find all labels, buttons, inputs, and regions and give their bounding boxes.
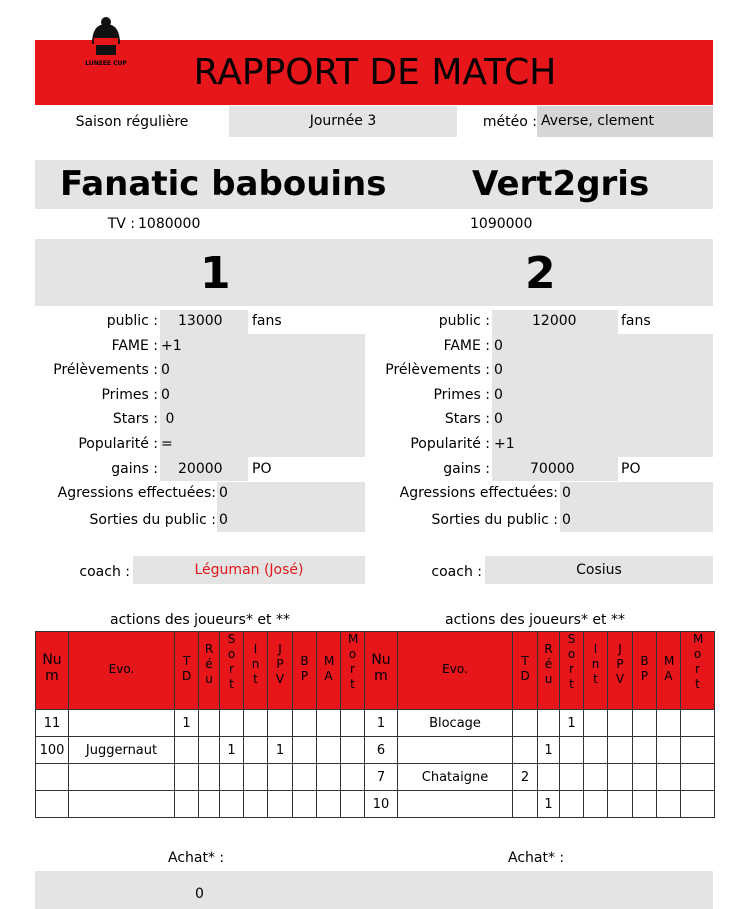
- season-label: Saison régulière: [75, 114, 189, 130]
- col-bp-home: BP: [293, 632, 317, 710]
- away-achat-label: Achat* :: [508, 850, 565, 866]
- away-actions-title: actions des joueurs* et **: [445, 612, 625, 628]
- col-bp-away: BP: [633, 632, 657, 710]
- home-cell-td[interactable]: [175, 764, 199, 791]
- home-cell-int[interactable]: [244, 764, 268, 791]
- away-agressions-label: Agressions effectuées:: [399, 485, 558, 501]
- col-jpv-away: JPV: [608, 632, 633, 710]
- home-cell-jpv[interactable]: [268, 791, 293, 818]
- home-coach-field[interactable]: Léguman (José): [133, 556, 365, 584]
- away-cell-td[interactable]: 2: [513, 764, 538, 791]
- away-stars-value: 0: [494, 411, 503, 427]
- col-int-away: Int: [584, 632, 608, 710]
- logo: [78, 14, 134, 70]
- home-stars-value: 0: [161, 411, 175, 427]
- col-num-home: Nu m: [36, 632, 69, 710]
- away-cell-ma[interactable]: [657, 764, 681, 791]
- table-header: [36, 632, 715, 710]
- col-td-home: TD: [175, 632, 199, 710]
- home-cell-num[interactable]: [36, 764, 69, 791]
- away-primes-label: Primes :: [433, 387, 490, 403]
- home-gains-value: 20000: [178, 461, 223, 477]
- away-cell-mort[interactable]: [681, 710, 715, 737]
- away-popularite-label: Popularité :: [410, 436, 490, 452]
- away-cell-sort[interactable]: [560, 737, 584, 764]
- home-fame-value: +1: [161, 338, 182, 354]
- journee-field[interactable]: Journée 3: [229, 106, 457, 137]
- home-cell-evo[interactable]: [69, 710, 175, 737]
- home-prelevements-label: Prélèvements :: [53, 362, 158, 378]
- home-cell-bp[interactable]: [293, 710, 317, 737]
- away-cell-ma[interactable]: [657, 737, 681, 764]
- home-cell-ma[interactable]: [317, 710, 341, 737]
- table-row: [36, 764, 715, 791]
- home-primes-label: Primes :: [101, 387, 158, 403]
- away-coach-label: coach :: [431, 564, 482, 580]
- table-row: [36, 791, 715, 818]
- away-cell-reu[interactable]: [538, 764, 560, 791]
- col-jpv-home: JPV: [268, 632, 293, 710]
- away-cell-int[interactable]: [584, 791, 608, 818]
- away-public-value: 12000: [532, 313, 577, 329]
- home-cell-jpv[interactable]: [268, 764, 293, 791]
- away-po-label: PO: [621, 461, 641, 477]
- away-sorties-label: Sorties du public :: [431, 512, 558, 528]
- away-cell-num[interactable]: 10: [365, 791, 398, 818]
- home-cell-evo[interactable]: Juggernaut: [69, 737, 175, 764]
- home-cell-jpv[interactable]: [268, 710, 293, 737]
- home-cell-reu[interactable]: [199, 764, 220, 791]
- col-evo-away: Evo.: [398, 632, 513, 710]
- skull-helmet-icon: [78, 14, 134, 60]
- away-cell-jpv[interactable]: [608, 764, 633, 791]
- home-primes-value: 0: [161, 387, 170, 403]
- home-achat-value: 0: [195, 886, 204, 902]
- home-cell-reu[interactable]: [199, 710, 220, 737]
- home-cell-td[interactable]: 1: [175, 710, 199, 737]
- meteo-label: météo :: [482, 114, 537, 130]
- home-cell-td[interactable]: [175, 737, 199, 764]
- away-cell-ma[interactable]: [657, 710, 681, 737]
- away-cell-jpv[interactable]: [608, 710, 633, 737]
- table-row: [36, 737, 715, 764]
- home-achat-label: Achat* :: [168, 850, 225, 866]
- home-cell-mort[interactable]: [341, 710, 365, 737]
- away-cell-evo[interactable]: Chataigne: [398, 764, 513, 791]
- home-cell-sort[interactable]: [220, 764, 244, 791]
- away-cell-ma[interactable]: [657, 791, 681, 818]
- away-cell-reu[interactable]: 1: [538, 791, 560, 818]
- away-cell-sort[interactable]: [560, 764, 584, 791]
- away-fame-value: 0: [494, 338, 503, 354]
- actions-table: [35, 631, 715, 818]
- away-cell-evo[interactable]: Blocage: [398, 710, 513, 737]
- home-tv-underline: [135, 238, 365, 239]
- away-cell-bp[interactable]: [633, 764, 657, 791]
- home-stats-bg2: [217, 482, 365, 532]
- home-cell-evo[interactable]: [69, 764, 175, 791]
- away-tv-value: 1090000: [470, 216, 533, 232]
- home-public-value: 13000: [178, 313, 223, 329]
- home-cell-sort[interactable]: 1: [220, 737, 244, 764]
- away-cell-td[interactable]: [513, 737, 538, 764]
- col-mort-home: Mort: [341, 632, 365, 710]
- home-fans-label: fans: [252, 313, 282, 329]
- home-fame-label: FAME :: [111, 338, 158, 354]
- home-coach-label: coach :: [79, 564, 130, 580]
- away-stars-label: Stars :: [444, 411, 490, 427]
- away-primes-value: 0: [494, 387, 503, 403]
- home-popularite-label: Popularité :: [78, 436, 158, 452]
- col-reu-home: Réu: [199, 632, 220, 710]
- away-cell-sort[interactable]: 1: [560, 710, 584, 737]
- away-cell-evo[interactable]: [398, 791, 513, 818]
- home-cell-td[interactable]: [175, 791, 199, 818]
- col-sort-away: Sort: [560, 632, 584, 710]
- away-cell-jpv[interactable]: [608, 791, 633, 818]
- home-cell-mort[interactable]: [341, 737, 365, 764]
- col-ma-home: MA: [317, 632, 341, 710]
- away-agressions-value: 0: [562, 485, 571, 501]
- away-cell-reu[interactable]: 1: [538, 737, 560, 764]
- col-int-home: Int: [244, 632, 268, 710]
- away-prelevements-label: Prélèvements :: [385, 362, 490, 378]
- home-cell-jpv[interactable]: 1: [268, 737, 293, 764]
- home-cell-ma[interactable]: [317, 737, 341, 764]
- away-prelevements-value: 0: [494, 362, 503, 378]
- home-cell-bp[interactable]: [293, 764, 317, 791]
- away-cell-bp[interactable]: [633, 710, 657, 737]
- away-cell-mort[interactable]: [681, 791, 715, 818]
- home-cell-reu[interactable]: [199, 737, 220, 764]
- away-cell-evo[interactable]: [398, 737, 513, 764]
- home-cell-mort[interactable]: [341, 764, 365, 791]
- home-prelevements-value: 0: [161, 362, 170, 378]
- col-evo-home: Evo.: [69, 632, 175, 710]
- home-tv-label: TV :: [107, 216, 135, 232]
- col-td-away: TD: [513, 632, 538, 710]
- meteo-field[interactable]: Averse, clement: [537, 106, 713, 137]
- home-cell-bp[interactable]: [293, 737, 317, 764]
- away-cell-num[interactable]: 6: [365, 737, 398, 764]
- away-public-label: public :: [438, 313, 490, 329]
- away-fans-label: fans: [621, 313, 651, 329]
- away-cell-td[interactable]: [513, 791, 538, 818]
- home-cell-num[interactable]: 100: [36, 737, 69, 764]
- away-cell-mort[interactable]: [681, 764, 715, 791]
- home-cell-int[interactable]: [244, 737, 268, 764]
- home-cell-mort[interactable]: [341, 791, 365, 818]
- home-popularite-value: =: [161, 436, 173, 452]
- away-cell-int[interactable]: [584, 710, 608, 737]
- home-cell-evo[interactable]: [69, 791, 175, 818]
- away-gains-value: 70000: [530, 461, 575, 477]
- achat-field[interactable]: [35, 871, 713, 909]
- home-cell-bp[interactable]: [293, 791, 317, 818]
- home-stars-label: Stars :: [112, 411, 158, 427]
- logo-text: LUNEEE CUP: [85, 60, 127, 67]
- away-cell-mort[interactable]: [681, 737, 715, 764]
- away-cell-td[interactable]: [513, 710, 538, 737]
- home-cell-sort[interactable]: [220, 710, 244, 737]
- away-fame-label: FAME :: [443, 338, 490, 354]
- home-agressions-value: 0: [219, 485, 228, 501]
- home-cell-num[interactable]: [36, 791, 69, 818]
- home-cell-sort[interactable]: [220, 791, 244, 818]
- home-gains-label: gains :: [111, 461, 158, 477]
- home-public-label: public :: [106, 313, 158, 329]
- away-cell-num[interactable]: 7: [365, 764, 398, 791]
- col-sort-home: Sort: [220, 632, 244, 710]
- away-gains-label: gains :: [443, 461, 490, 477]
- away-popularite-value: +1: [494, 436, 515, 452]
- away-cell-bp[interactable]: [633, 791, 657, 818]
- home-actions-title: actions des joueurs* et **: [110, 612, 290, 628]
- away-cell-jpv[interactable]: [608, 737, 633, 764]
- home-po-label: PO: [252, 461, 272, 477]
- home-cell-reu[interactable]: [199, 791, 220, 818]
- away-coach-field[interactable]: Cosius: [485, 556, 713, 584]
- page-title: RAPPORT DE MATCH: [193, 52, 557, 93]
- home-sorties-value: 0: [219, 512, 228, 528]
- home-team-name: Fanatic babouins: [60, 164, 387, 204]
- table-row: [36, 710, 715, 737]
- away-cell-int[interactable]: [584, 737, 608, 764]
- home-agressions-label: Agressions effectuées:: [57, 485, 216, 501]
- col-num-away: Nu m: [365, 632, 398, 710]
- home-sorties-label: Sorties du public :: [89, 512, 216, 528]
- col-ma-away: MA: [657, 632, 681, 710]
- away-stats-bg2: [560, 482, 713, 532]
- col-reu-away: Réu: [538, 632, 560, 710]
- home-score: 1: [200, 248, 231, 299]
- tv-row: [35, 209, 713, 239]
- away-score: 2: [525, 248, 556, 299]
- away-cell-sort[interactable]: [560, 791, 584, 818]
- col-mort-away: Mort: [681, 632, 715, 710]
- away-cell-reu[interactable]: [538, 710, 560, 737]
- away-cell-num[interactable]: 1: [365, 710, 398, 737]
- home-cell-ma[interactable]: [317, 791, 341, 818]
- home-cell-int[interactable]: [244, 710, 268, 737]
- away-cell-int[interactable]: [584, 764, 608, 791]
- away-cell-bp[interactable]: [633, 737, 657, 764]
- home-cell-int[interactable]: [244, 791, 268, 818]
- away-sorties-value: 0: [562, 512, 571, 528]
- home-cell-ma[interactable]: [317, 764, 341, 791]
- home-cell-num[interactable]: 11: [36, 710, 69, 737]
- home-tv-value: 1080000: [138, 216, 201, 232]
- away-team-name: Vert2gris: [472, 164, 650, 204]
